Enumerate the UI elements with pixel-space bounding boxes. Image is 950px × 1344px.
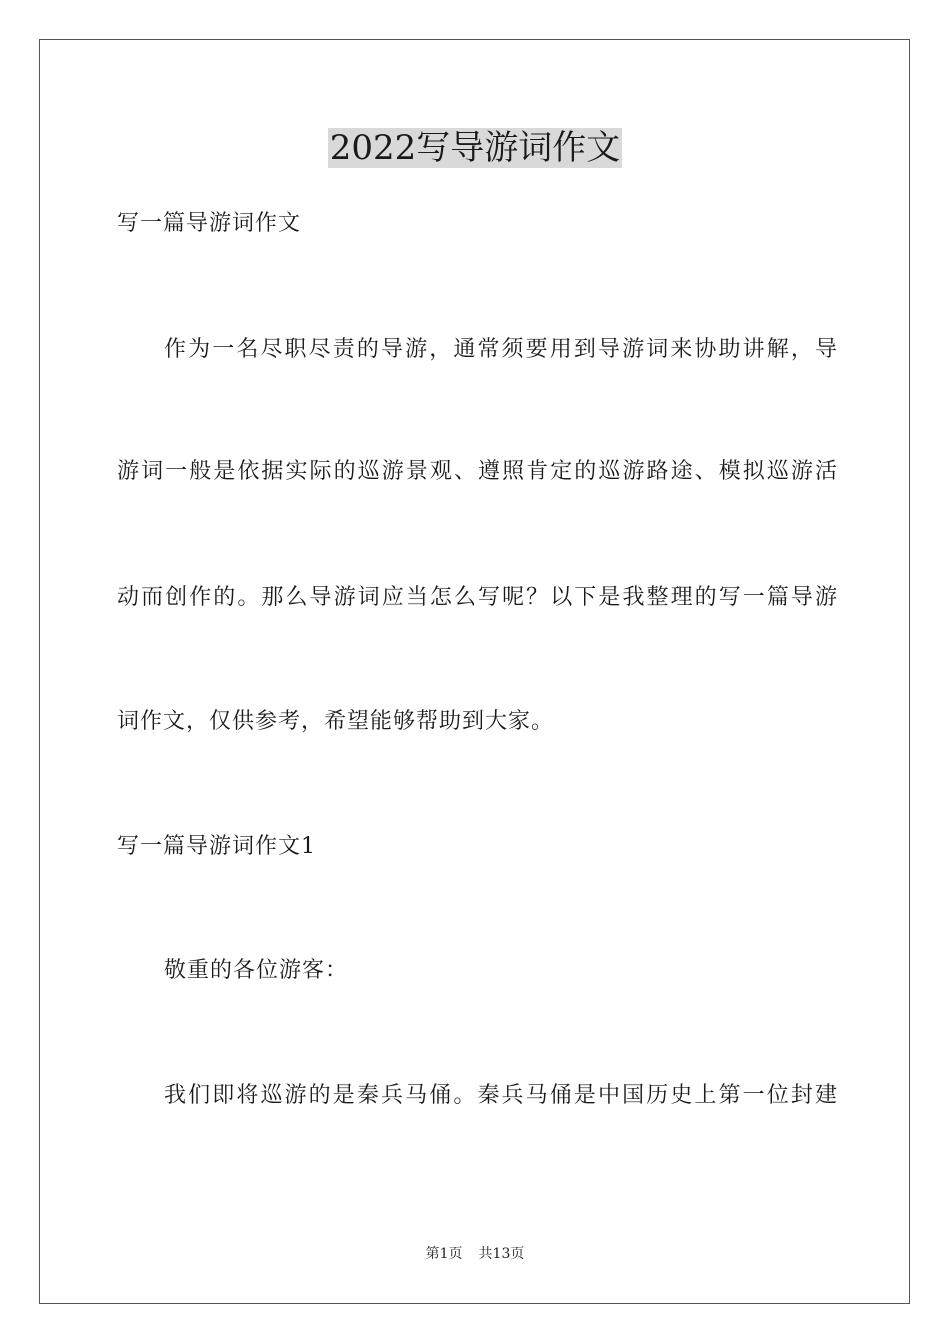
document-title-text: 2022写导游词作文 [329, 128, 621, 168]
greeting-line: 敬重的各位游客： [164, 958, 349, 983]
paragraph-line: 作为一名尽职尽责的导游，通常须要用到导游词来协助讲解，导 [164, 337, 837, 362]
paragraph-line: 动而创作的。那么导游词应当怎么写呢？以下是我整理的写一篇导游 [117, 585, 837, 610]
paragraph-line: 我们即将巡游的是秦兵马俑。秦兵马俑是中国历史上第一位封建 [164, 1083, 837, 1108]
page-total: 共13页 [478, 1246, 525, 1262]
document-title [0, 128, 950, 168]
section-heading-1: 写一篇导游词作文1 [117, 834, 316, 859]
page-number: 第1页 [425, 1246, 463, 1262]
section-heading-intro: 写一篇导游词作文 [117, 211, 302, 236]
paragraph-line: 词作文，仅供参考，希望能够帮助到大家。 [117, 709, 555, 734]
paragraph-line: 游词一般是依据实际的巡游景观、遵照肯定的巡游路途、模拟巡游活 [117, 459, 837, 484]
page-footer [0, 1245, 950, 1263]
